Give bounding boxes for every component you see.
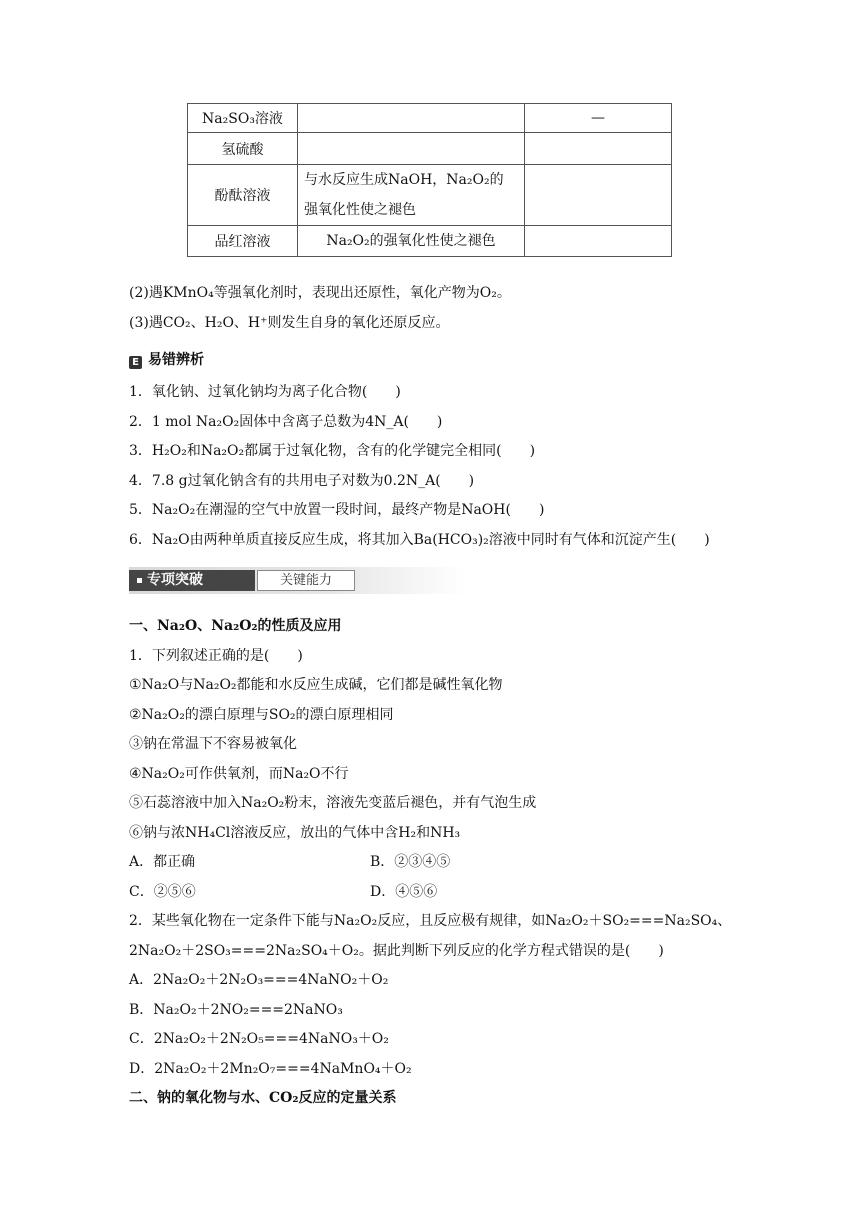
phenomenon-cell xyxy=(298,104,525,133)
statement: ①Na₂O与Na₂O₂都能和水反应生成碱，它们都是碱性氧化物 xyxy=(129,677,503,693)
error-item: 6．Na₂O由两种单质直接反应生成，将其加入Ba(HCO₃)₂溶液中同时有气体和沉淀产生( ) xyxy=(129,532,710,548)
statement: ②Na₂O₂的漂白原理与SO₂的漂白原理相同 xyxy=(129,707,394,723)
properties-table xyxy=(187,103,672,257)
option-a: A．都正确 xyxy=(129,854,196,870)
square-bullet-icon xyxy=(137,578,142,583)
section-banner xyxy=(129,567,467,594)
phenomenon-line: 与水反应生成NaOH，Na₂O₂的 xyxy=(304,172,504,188)
option-d: D．2Na₂O₂＋2Mn₂O₇===4NaMnO₄＋O₂ xyxy=(129,1061,412,1077)
option-d: D．④⑤⑥ xyxy=(370,884,438,900)
paragraph-self-redox: (3)遇CO₂、H₂O、H⁺则发生自身的氧化还原反应。 xyxy=(129,315,450,331)
option-c: C．2Na₂O₂＋2N₂O₅===4NaNO₃＋O₂ xyxy=(129,1031,389,1047)
paragraph-reducing: (2)遇KMnO₄等强氧化剂时，表现出还原性，氧化产物为O₂。 xyxy=(129,285,511,301)
statement: ④Na₂O₂可作供氧剂，而Na₂O不行 xyxy=(129,766,349,782)
phenomenon-cell xyxy=(298,133,525,165)
phenomenon-cell xyxy=(298,165,525,226)
question-stem: 1．下列叙述正确的是( ) xyxy=(129,648,303,664)
table-row xyxy=(188,226,672,257)
statement: ⑤石蕊溶液中加入Na₂O₂粉末，溶液先变蓝后褪色，并有气泡生成 xyxy=(129,795,537,811)
error-item: 1．氧化钠、过氧化钠均为离子化合物( ) xyxy=(129,384,401,400)
note-cell: — xyxy=(525,104,672,133)
statement: ③钠在常温下不容易被氧化 xyxy=(129,736,297,752)
error-section-title: 易错辨析 xyxy=(148,352,204,368)
option-a: A．2Na₂O₂＋2N₂O₃===4NaNO₂＋O₂ xyxy=(129,972,389,988)
phenomenon-cell: Na₂O₂的强氧化性使之褪色 xyxy=(298,226,525,257)
table-row xyxy=(188,104,672,133)
section2-title: 二、钠的氧化物与水、CO₂反应的定量关系 xyxy=(129,1090,397,1106)
reagent-cell: Na₂SO₃溶液 xyxy=(188,104,298,133)
error-item: 3．H₂O₂和Na₂O₂都属于过氧化物，含有的化学键完全相同( ) xyxy=(129,443,536,459)
section1-title: 一、Na₂O、Na₂O₂的性质及应用 xyxy=(129,618,342,634)
option-c: C．②⑤⑥ xyxy=(129,884,196,900)
reagent-cell: 酚酞溶液 xyxy=(188,165,298,226)
error-item: 2．1 mol Na₂O₂固体中含离子总数为4N_A( ) xyxy=(129,414,443,430)
reagent-cell: 氢硫酸 xyxy=(188,133,298,165)
table-row xyxy=(188,133,672,165)
question-stem: 2．某些氧化物在一定条件下能与Na₂O₂反应，且反应极有规律，如Na₂O₂＋SO₂===Na₂SO₄、 xyxy=(129,913,732,929)
phenomenon-line: 强氧化性使之褪色 xyxy=(304,202,416,218)
option-b: B．②③④⑤ xyxy=(370,854,451,870)
note-cell xyxy=(525,133,672,165)
error-section-icon: E xyxy=(129,356,142,369)
note-cell xyxy=(525,226,672,257)
statement: ⑥钠与浓NH₄Cl溶液反应，放出的气体中含H₂和NH₃ xyxy=(129,825,461,841)
banner-light-label: 关键能力 xyxy=(257,570,355,591)
error-item: 4．7.8 g过氧化钠含有的共用电子对数为0.2N_A( ) xyxy=(129,473,475,489)
banner-dark-text: 专项突破 xyxy=(147,572,203,588)
question-stem-continued: 2Na₂O₂＋2SO₃===2Na₂SO₄＋O₂。据此判断下列反应的化学方程式错误的是( ) xyxy=(129,943,664,959)
table-row xyxy=(188,165,672,226)
error-analysis-heading xyxy=(129,350,204,370)
error-item: 5．Na₂O₂在潮湿的空气中放置一段时间，最终产物是NaOH( ) xyxy=(129,502,545,518)
option-b: B．Na₂O₂＋2NO₂===2NaNO₃ xyxy=(129,1002,343,1018)
note-cell xyxy=(525,165,672,226)
reagent-cell: 品红溶液 xyxy=(188,226,298,257)
banner-dark-label xyxy=(129,570,255,591)
